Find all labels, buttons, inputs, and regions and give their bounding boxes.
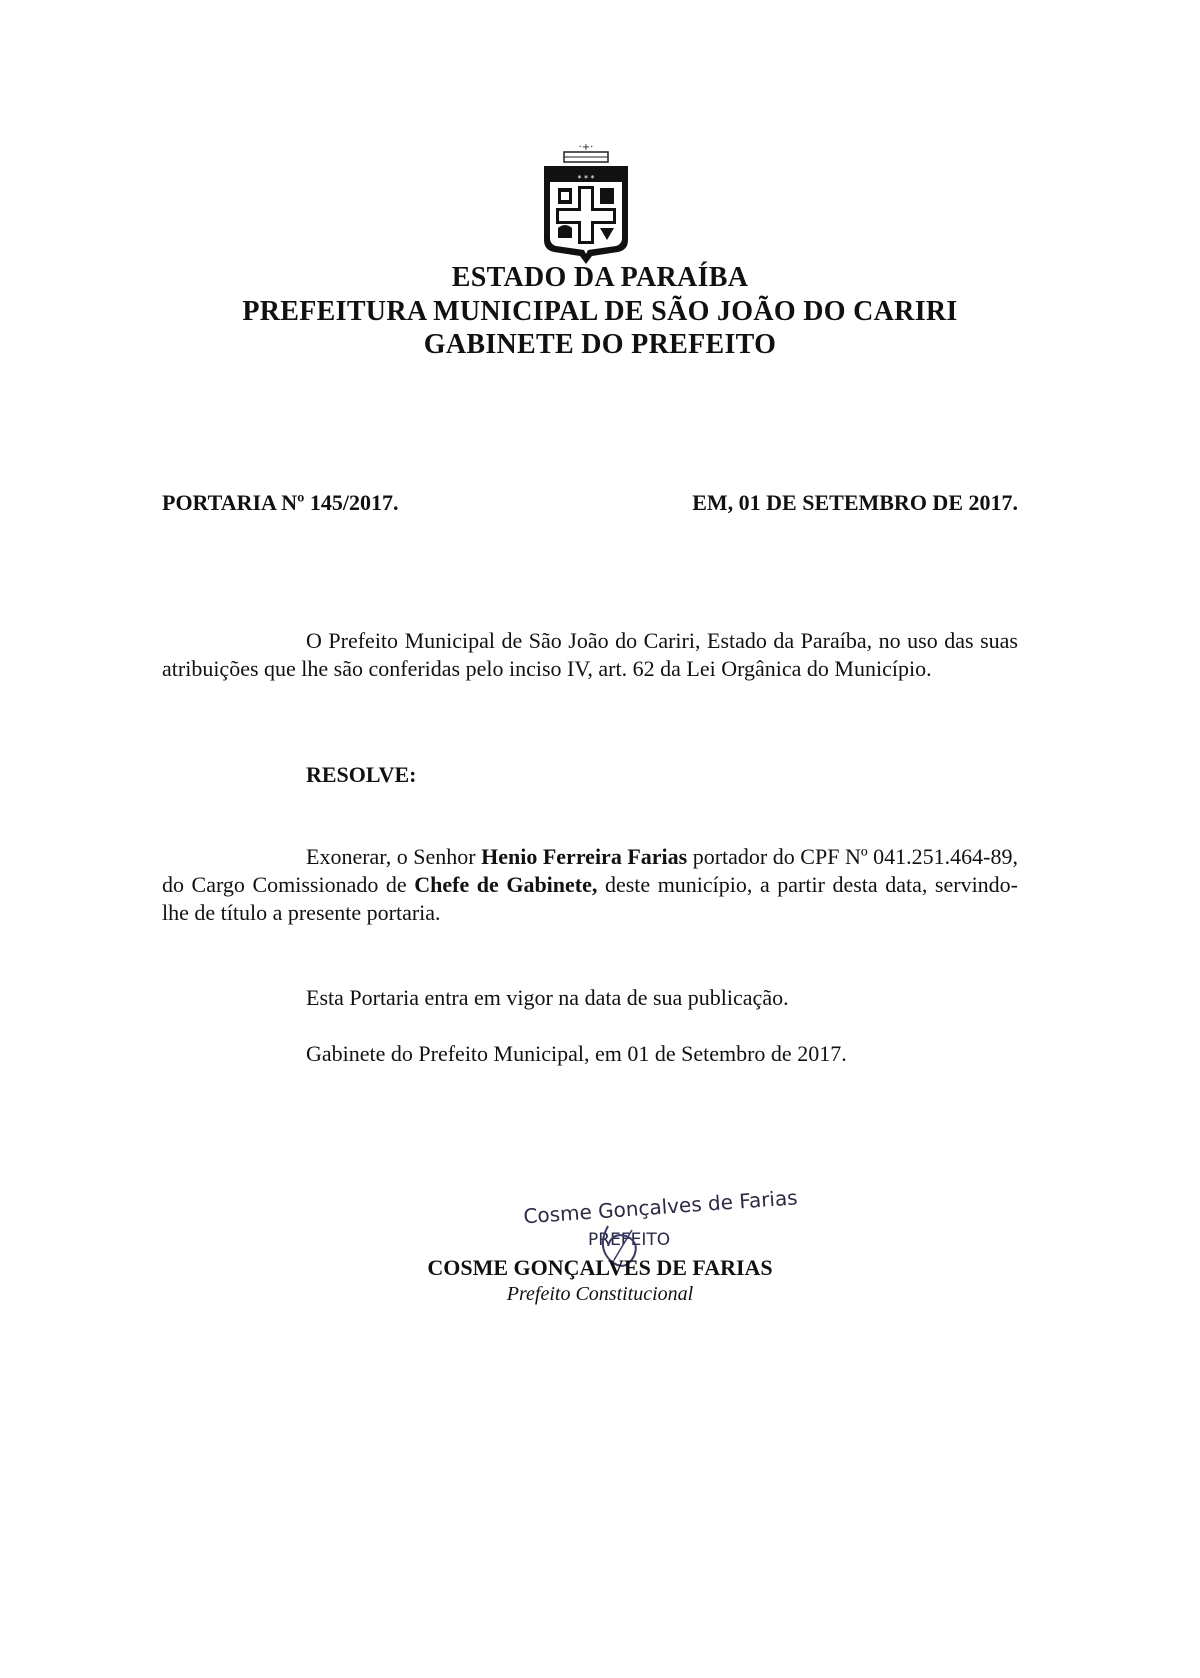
closing-paragraph: Gabinete do Prefeito Municipal, em 01 de Setembro de 2017. <box>306 1041 847 1066</box>
decision-paragraph <box>162 843 1018 927</box>
signer-name: COSME GONÇALVES DE FARIAS <box>427 1255 773 1280</box>
svg-text:Cosme Gonçalves de Farias: Cosme Gonçalves de Farias <box>522 1185 799 1229</box>
intro-paragraph <box>162 627 1018 683</box>
intro-text: O Prefeito Municipal de São João do Cariri, Estado da Paraíba, no uso das suas atribuições que lhe são conferidas pelo inciso IV, art. 62 da Lei Orgânica do Município. <box>162 628 1018 681</box>
svg-text:PREFEITO: PREFEITO <box>588 1230 671 1250</box>
svg-text:·+·: ·+· <box>578 142 594 153</box>
resolve-heading: RESOLVE: <box>306 762 417 787</box>
municipal-coat-of-arms-icon <box>540 140 632 264</box>
position-title: Chefe de Gabinete, <box>414 872 598 897</box>
portaria-date: EM, 01 DE SETEMBRO DE 2017. <box>692 490 1018 515</box>
header-state: ESTADO DA PARAÍBA <box>451 262 749 293</box>
decision-text-2: portador do CPF Nº 041.251.464-89, do Cargo Comissionado de <box>162 844 1018 897</box>
signer-role: Prefeito Constitucional <box>506 1283 694 1305</box>
portaria-number: PORTARIA Nº 145/2017. <box>162 490 399 515</box>
decision-text-1: Exonerar, o Senhor <box>306 844 482 869</box>
header-office: GABINETE DO PREFEITO <box>423 329 777 360</box>
effect-paragraph: Esta Portaria entra em vigor na data de sua publicação. <box>306 985 789 1010</box>
decision-text-3: deste município, a partir desta data, servindo-lhe de título a presente portaria. <box>162 872 1019 925</box>
exonerated-person-name: Henio Ferreira Farias <box>481 844 688 869</box>
header-municipality: PREFEITURA MUNICIPAL DE SÃO JOÃO DO CARIRI <box>242 296 958 327</box>
svg-text:* * *: * * * <box>577 174 595 183</box>
